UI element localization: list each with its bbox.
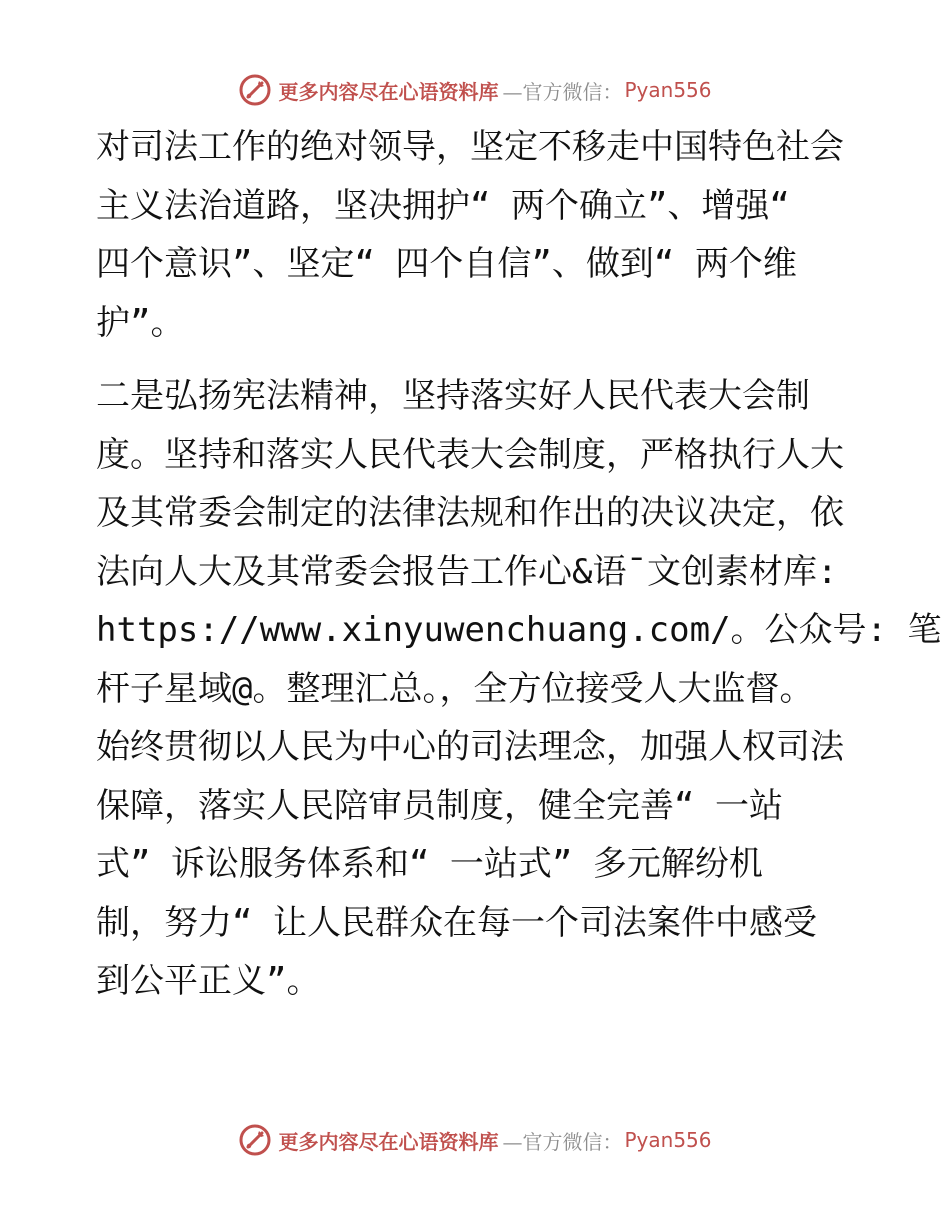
text-line: https://www.xinyuwenchuang.com/。公众号: 笔 [96,610,942,650]
paragraph-1 [96,118,856,352]
banner-wechat-id: Pyan556 [624,78,712,102]
banner-wechat-label: —官方微信： [502,79,623,104]
document-body [96,118,942,1011]
text-line: 保障，落实人民陪审员制度，健全完善“ 一站 [96,785,783,826]
text-line: 到公平正义”。 [96,961,321,1001]
text-line: 二是弘扬宪法精神，坚持落实好人民代表大会制 [96,376,810,416]
logo-icon [238,73,272,107]
text-line: 及其常委会制定的法律法规和作出的决议决定，依 [96,493,844,533]
paragraph-2 [96,367,942,1011]
text-line: 始终贯彻以人民为中心的司法理念，加强人权司法 [96,727,844,767]
text-line: 护”。 [96,302,185,343]
text-line: 度。坚持和落实人民代表大会制度，严格执行人大 [96,434,844,475]
text-line: 主义法治道路，坚决拥护“ 两个确立”、增强“ [96,185,790,226]
banner-title: 更多内容尽在心语资料库 [278,79,499,104]
text-line: 制，努力“ 让人民群众在每一个司法案件中感受 [96,902,817,943]
text-line: 对司法工作的绝对领导，坚定不移走中国特色社会 [96,127,844,167]
footer-banner [0,1120,950,1160]
logo-icon [238,1123,272,1157]
paragraph-gap [96,352,856,367]
banner-wechat-id: Pyan556 [624,1128,712,1152]
text-line: 法向人大及其常委会报告工作心&语¯文创素材库: [96,551,838,592]
text-line: 杆子星域@。整理汇总。，全方位接受人大监督。 [96,668,814,709]
text-line: 四个意识”、坚定“ 四个自信”、做到“ 两个维 [96,244,797,284]
banner-wechat-label: —官方微信： [502,1129,623,1154]
banner-title: 更多内容尽在心语资料库 [278,1129,499,1154]
header-banner [0,70,950,110]
text-line: 式” 诉讼服务体系和“ 一站式” 多元解纷机 [96,844,763,884]
